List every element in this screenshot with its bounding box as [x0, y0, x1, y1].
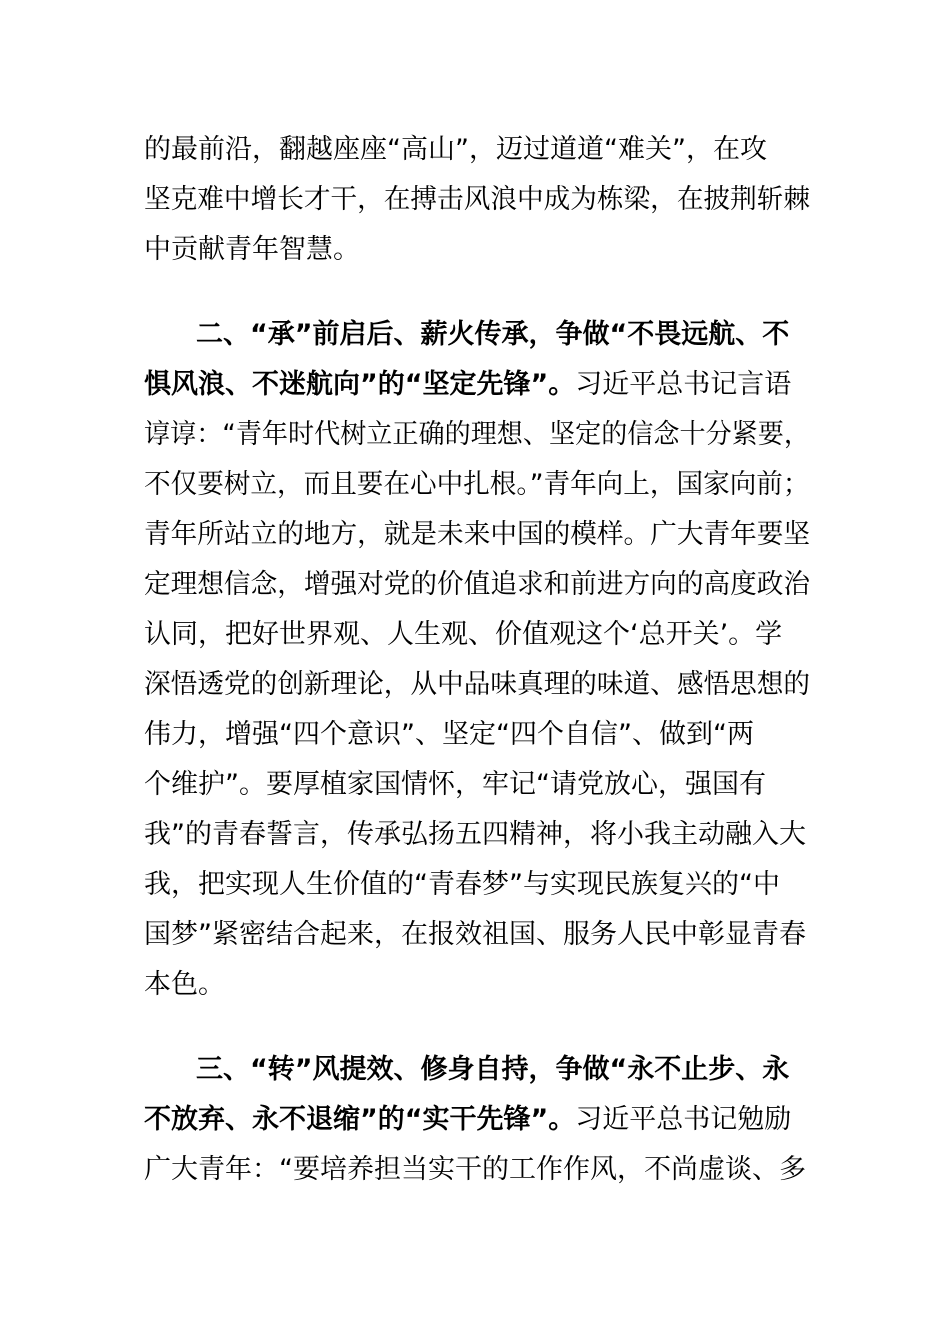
paragraph2-heading-line-1: 二、“承”前启后、薪火传承，争做“不畏远航、不 — [196, 319, 790, 350]
paragraph2-line-2: 不仅要树立，而且要在心中扎根。”青年向上，国家向前； — [144, 469, 810, 500]
paragraph2-line-5: 认同，把好世界观、人生观、价值观这个‘总开关’。学 — [144, 619, 783, 650]
paragraph2-line-4: 定理想信念，增强对党的价值追求和前进方向的高度政治 — [144, 569, 811, 600]
paragraph3-heading-line-1: 三、“转”风提效、修身自持，争做“永不止步、永 — [196, 1054, 790, 1085]
paragraph2-line-11: 国梦”紧密结合起来，在报效祖国、服务人民中彰显青春 — [144, 919, 806, 950]
paragraph2-line-7: 伟力，增强“四个意识”、坚定“四个自信”、做到“两 — [144, 719, 754, 750]
paragraph1-line-3: 中贡献青年智慧。 — [144, 234, 360, 265]
paragraph2-line-12: 本色。 — [144, 969, 225, 1000]
paragraph2-heading-bold: 惧风浪、不迷航向”的“坚定先锋”。 — [144, 369, 576, 400]
paragraph3-heading-rest: 习近平总书记勉励 — [575, 1104, 792, 1135]
paragraph2-line-6: 深悟透党的创新理论，从中品味真理的味道、感悟思想的 — [144, 669, 811, 700]
paragraph1-line-2: 坚克难中增长才干，在搏击风浪中成为栋梁，在披荆斩棘 — [144, 184, 811, 215]
paragraph3-heading-bold: 不放弃、永不退缩”的“实干先锋”。 — [144, 1104, 576, 1135]
paragraph2-heading-rest: 习近平总书记言语 — [575, 369, 792, 400]
paragraph2-line-3: 青年所站立的地方，就是未来中国的模样。广大青年要坚 — [144, 519, 811, 550]
paragraph3-line-1: 广大青年：“要培养担当实干的工作作风，不尚虚谈、多 — [144, 1154, 806, 1185]
paragraph2-line-8: 个维护”。要厚植家国情怀，牢记“请党放心，强国有 — [144, 769, 766, 800]
paragraph2-heading-line-2 — [144, 360, 791, 410]
paragraph2-line-1: 谆谆：“青年时代树立正确的理想、坚定的信念十分紧要， — [144, 419, 810, 450]
paragraph1-line-1: 的最前沿，翻越座座“高山”，迈过道道“难关”，在攻 — [144, 134, 767, 165]
paragraph2-line-10: 我，把实现人生价值的“青春梦”与实现民族复兴的“中 — [144, 869, 780, 900]
paragraph3-heading-line-2 — [144, 1095, 791, 1145]
paragraph2-line-9: 我”的青春誓言，传承弘扬五四精神，将小我主动融入大 — [144, 819, 806, 850]
